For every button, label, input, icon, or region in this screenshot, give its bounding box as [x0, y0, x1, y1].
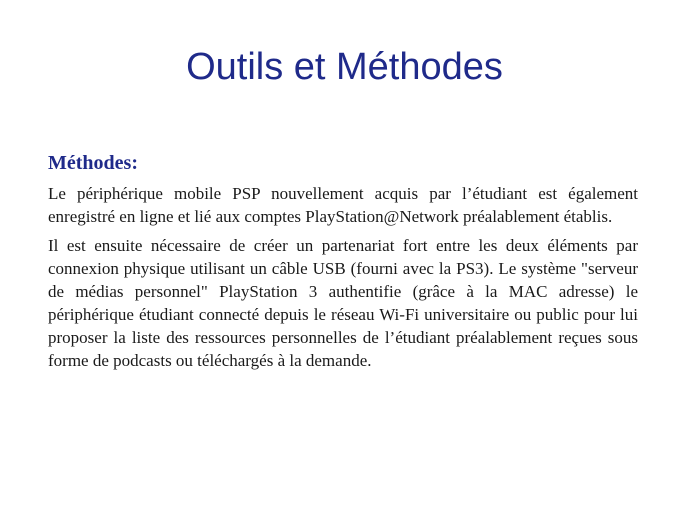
slide-content [48, 150, 638, 378]
paragraph-2: Il est ensuite nécessaire de créer un partenariat fort entre les deux éléments par connexion physique utilisant un câble USB (fourni avec la PS3). Le système "serveur de médias personnel" PlayStation 3 authentifie (grâce à la MAC adresse) le périphérique étudiant connecté depuis le réseau Wi-Fi universitaire ou public pour lui proposer la liste des ressources personnelles de l’étudiant préalablement reçues sous forme de podcasts ou téléchargés à la demande. [48, 236, 638, 370]
section-heading: Méthodes: [48, 152, 138, 174]
paragraph-1: Le périphérique mobile PSP nouvellement acquis par l’étudiant est également enregistré en ligne et lié aux comptes PlayStation@Network préalablement établis. [48, 184, 638, 226]
slide-title: Outils et Méthodes [186, 46, 503, 88]
